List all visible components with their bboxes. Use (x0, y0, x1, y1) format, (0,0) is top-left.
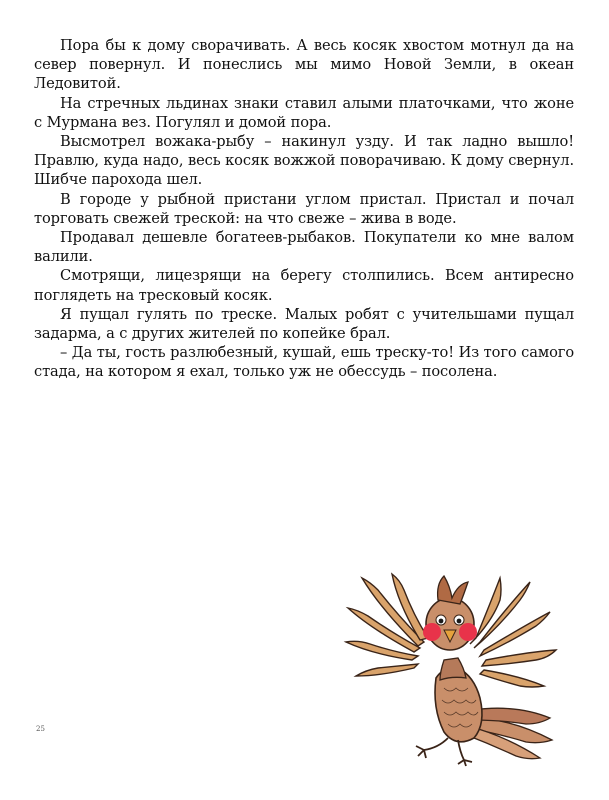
paragraph: Высмотрел вожака-рыбу – накинул узду. И так ладно вышло! Правлю, куда надо, весь косяк вожжой поворачиваю. К дому свернул. Шибче парохода шел. (34, 133, 574, 189)
bird-illustration-icon (340, 568, 570, 768)
right-wing (470, 578, 556, 687)
page-number: 25 (36, 725, 45, 733)
story-text (34, 36, 574, 382)
left-wing (346, 574, 428, 676)
paragraph: Смотрящи, лицезрящи на берегу столпились. Всем антиресно поглядеть на тресковый косяк. (34, 267, 574, 304)
paragraph: Продавал дешевле богатеев-рыбаков. Покупатели ко мне валом валили. (34, 229, 574, 266)
paragraph: Пора бы к дому сворачивать. А весь косяк хвостом мотнул да на север повернул. И понеслись мы мимо Новой Земли, в океан Ледовитой. (34, 37, 574, 93)
paragraph: На стречных льдинах знаки ставил алыми платочками, что жоне с Мурмана вез. Погулял и домой пора. (34, 94, 574, 131)
paragraph: Я пущал гулять по треске. Малых робят с учительшами пущал задарма, а с других жителей по копейке брал. (34, 305, 574, 343)
paragraph: В городе у рыбной пристани углом пристал. Пристал и почал торговать свежей треской: на что свеже – жива в воде. (34, 190, 574, 227)
paragraph: – Да ты, гость разлюбезный, кушай, ешь треску-то! Из того самого стада, на котором я ехал, только уж не обессудь – посолена. (34, 344, 574, 381)
